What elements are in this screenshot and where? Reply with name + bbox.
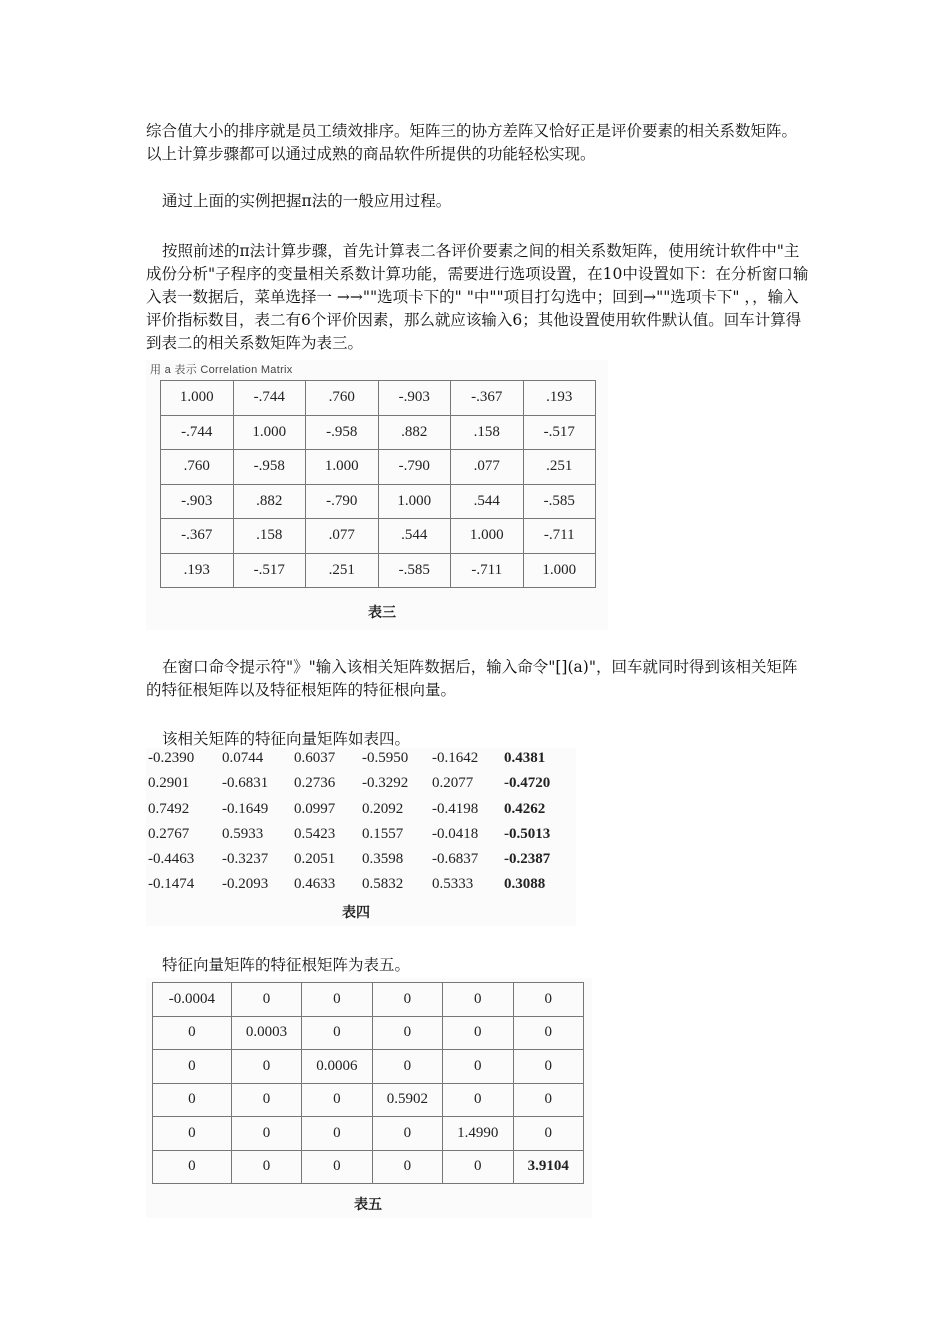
table-cell: -.790 xyxy=(306,484,379,519)
table-cell: -.958 xyxy=(233,450,306,485)
eigenvector-matrix xyxy=(148,750,574,902)
table-cell: 0 xyxy=(231,1050,301,1084)
eigenvalue-matrix-table xyxy=(152,982,584,1184)
table-cell: 0 xyxy=(443,1150,513,1184)
table-cell: 0 xyxy=(372,1016,442,1050)
table-cell: .544 xyxy=(378,519,451,554)
table-cell: 1.4990 xyxy=(443,1117,513,1151)
table-cell: -.367 xyxy=(451,381,524,416)
table-row xyxy=(153,983,584,1017)
table-row xyxy=(153,1016,584,1050)
matrix-value: -0.6837 xyxy=(432,851,479,868)
table-cell: 1.000 xyxy=(306,450,379,485)
table-cell: 0 xyxy=(231,1083,301,1117)
table-cell: 1.000 xyxy=(523,553,596,588)
table-cell: 0 xyxy=(153,1050,232,1084)
table-row xyxy=(153,1050,584,1084)
table-row xyxy=(161,415,596,450)
matrix-value: 0.2767 xyxy=(148,825,190,842)
paragraph-ranking: 综合值大小的排序就是员工绩效排序。矩阵三的协方差阵又恰好正是评价要素的相关系数矩阵。以上计算步骤都可以通过成熟的商品软件所提供的功能轻松实现。 xyxy=(146,122,798,163)
table-cell: 0 xyxy=(153,1083,232,1117)
table-cell: 0 xyxy=(372,1117,442,1151)
table-cell: -0.0004 xyxy=(153,983,232,1017)
matrix-value: 0.2051 xyxy=(294,851,336,868)
matrix-value: 0.2901 xyxy=(148,775,190,792)
table-cell: -.367 xyxy=(161,519,234,554)
matrix-value: -0.1642 xyxy=(432,750,479,766)
table3-header-label: 用 a 表示 Correlation Matrix xyxy=(150,364,293,376)
table-cell: 0 xyxy=(372,983,442,1017)
table-cell: 0 xyxy=(372,1050,442,1084)
table-cell: 0.5902 xyxy=(372,1083,442,1117)
table-cell: .077 xyxy=(306,519,379,554)
matrix-value: -0.2093 xyxy=(222,876,269,893)
table-cell: 1.000 xyxy=(161,381,234,416)
table-cell: -.711 xyxy=(523,519,596,554)
table-cell: 0 xyxy=(443,1083,513,1117)
matrix-value: 0.6037 xyxy=(294,750,336,766)
matrix-value: 0.5832 xyxy=(362,876,404,893)
paragraph-eigenvector-intro: 该相关矩阵的特征向量矩阵如表四。 xyxy=(162,730,411,748)
matrix-value: 0.2736 xyxy=(294,775,336,792)
list-item xyxy=(148,851,574,876)
table-cell: 0 xyxy=(302,1117,372,1151)
matrix-value: 0.3088 xyxy=(504,876,546,893)
matrix-value: -0.2390 xyxy=(148,750,195,766)
table-cell: 0 xyxy=(513,1117,583,1151)
table-cell: -.790 xyxy=(378,450,451,485)
table-cell: .882 xyxy=(233,484,306,519)
table-row xyxy=(161,484,596,519)
matrix-value: 0.3598 xyxy=(362,851,404,868)
table5-caption: 表五 xyxy=(354,1197,382,1213)
matrix-value: -0.0418 xyxy=(432,825,479,842)
table-cell: -.517 xyxy=(523,415,596,450)
table-row xyxy=(153,1150,584,1184)
table-row xyxy=(161,519,596,554)
table-cell: 0 xyxy=(372,1150,442,1184)
table-cell: 0 xyxy=(513,983,583,1017)
table-cell: -.903 xyxy=(378,381,451,416)
table-cell: .251 xyxy=(306,553,379,588)
table-row xyxy=(161,381,596,416)
table3-figure xyxy=(146,360,608,630)
table-cell: .251 xyxy=(523,450,596,485)
matrix-value: 0.5933 xyxy=(222,825,264,842)
paragraph-calculation-steps: 按照前述的π法计算步骤，首先计算表二各评价要素之间的相关系数矩阵，使用统计软件中"主成份分析"子程序的变量相关系数计算功能，需要进行选项设置，在10中设置如下：在分析窗口输入表一数据后，菜单选择一 →→""选项卡下的" "中""项目打勾选中；回到→""选项卡下" ，，输入评价指标数目，表二有6个评价因素，那么就应该输入6；其他设置使用软件默认值。回车计算得到表二的相关系数矩阵为表三。 xyxy=(146,242,809,352)
table-row xyxy=(153,1117,584,1151)
table-cell: -.517 xyxy=(233,553,306,588)
matrix-value: 0.0997 xyxy=(294,800,336,817)
table-cell: 0 xyxy=(443,983,513,1017)
matrix-value: 0.4262 xyxy=(504,800,546,817)
table-cell: 0 xyxy=(513,1083,583,1117)
matrix-value: 0.2077 xyxy=(432,775,474,792)
table-cell: 0 xyxy=(302,1016,372,1050)
matrix-value: 0.5423 xyxy=(294,825,336,842)
matrix-value: 0.7492 xyxy=(148,800,190,817)
table-cell: 3.9104 xyxy=(513,1150,583,1184)
matrix-value: 0.5333 xyxy=(432,876,474,893)
matrix-value: -0.5013 xyxy=(504,825,551,842)
paragraph-pi-method-intro: 通过上面的实例把握π法的一般应用过程。 xyxy=(162,192,452,210)
table4-figure xyxy=(146,748,576,926)
table-cell: 0 xyxy=(443,1016,513,1050)
table-cell: 0 xyxy=(302,1150,372,1184)
table-cell: 0 xyxy=(302,983,372,1017)
matrix-value: -0.5950 xyxy=(362,750,409,766)
matrix-value: 0.4633 xyxy=(294,876,336,893)
table-cell: .158 xyxy=(233,519,306,554)
table-cell: 0 xyxy=(153,1016,232,1050)
list-item xyxy=(148,801,574,826)
table-row xyxy=(161,553,596,588)
table-cell: 1.000 xyxy=(378,484,451,519)
matrix-value: -0.2387 xyxy=(504,851,551,868)
matrix-value: -0.1474 xyxy=(148,876,195,893)
table-cell: 0 xyxy=(513,1016,583,1050)
table-cell: .158 xyxy=(451,415,524,450)
table4-caption: 表四 xyxy=(342,905,370,921)
table-cell: -.744 xyxy=(233,381,306,416)
table3-caption: 表三 xyxy=(368,605,396,621)
table-cell: .544 xyxy=(451,484,524,519)
table-cell: .760 xyxy=(306,381,379,416)
table-cell: .760 xyxy=(161,450,234,485)
matrix-value: -0.6831 xyxy=(222,775,269,792)
matrix-value: -0.4198 xyxy=(432,800,479,817)
table-cell: 0.0006 xyxy=(302,1050,372,1084)
table-cell: 0 xyxy=(153,1150,232,1184)
table-cell: 0 xyxy=(231,1117,301,1151)
table-cell: .193 xyxy=(523,381,596,416)
table-cell: 1.000 xyxy=(451,519,524,554)
paragraph-command-input: 在窗口命令提示符"》"输入该相关矩阵数据后，输入命令"[](a)"，回车就同时得到该相关矩阵的特征根矩阵以及特征根矩阵的特征根向量。 xyxy=(146,658,798,699)
table-cell: -.958 xyxy=(306,415,379,450)
table-row xyxy=(153,1083,584,1117)
table-cell: -.585 xyxy=(523,484,596,519)
list-item xyxy=(148,775,574,800)
table-cell: .882 xyxy=(378,415,451,450)
table-cell: -.744 xyxy=(161,415,234,450)
matrix-value: 0.0744 xyxy=(222,750,264,766)
table-cell: 1.000 xyxy=(233,415,306,450)
matrix-value: -0.3237 xyxy=(222,851,269,868)
list-item xyxy=(148,876,574,901)
table-cell: 0 xyxy=(231,983,301,1017)
matrix-value: -0.1649 xyxy=(222,800,269,817)
correlation-matrix-table xyxy=(160,380,596,588)
table-cell: 0 xyxy=(153,1117,232,1151)
table-cell: 0 xyxy=(513,1050,583,1084)
table-cell: 0.0003 xyxy=(231,1016,301,1050)
table-cell: .193 xyxy=(161,553,234,588)
matrix-value: 0.4381 xyxy=(504,750,546,766)
table-cell: -.585 xyxy=(378,553,451,588)
list-item xyxy=(148,826,574,851)
table-cell: 0 xyxy=(443,1050,513,1084)
paragraph-eigenvalue-intro: 特征向量矩阵的特征根矩阵为表五。 xyxy=(162,956,411,974)
table-cell: -.903 xyxy=(161,484,234,519)
list-item xyxy=(148,750,574,775)
table-cell: 0 xyxy=(302,1083,372,1117)
matrix-value: 0.1557 xyxy=(362,825,404,842)
table-cell: -.711 xyxy=(451,553,524,588)
matrix-value: -0.4463 xyxy=(148,851,195,868)
table-row xyxy=(161,450,596,485)
table5-figure xyxy=(146,978,592,1218)
table-cell: .077 xyxy=(451,450,524,485)
matrix-value: -0.3292 xyxy=(362,775,409,792)
matrix-value: 0.2092 xyxy=(362,800,404,817)
table-cell: 0 xyxy=(231,1150,301,1184)
matrix-value: -0.4720 xyxy=(504,775,551,792)
